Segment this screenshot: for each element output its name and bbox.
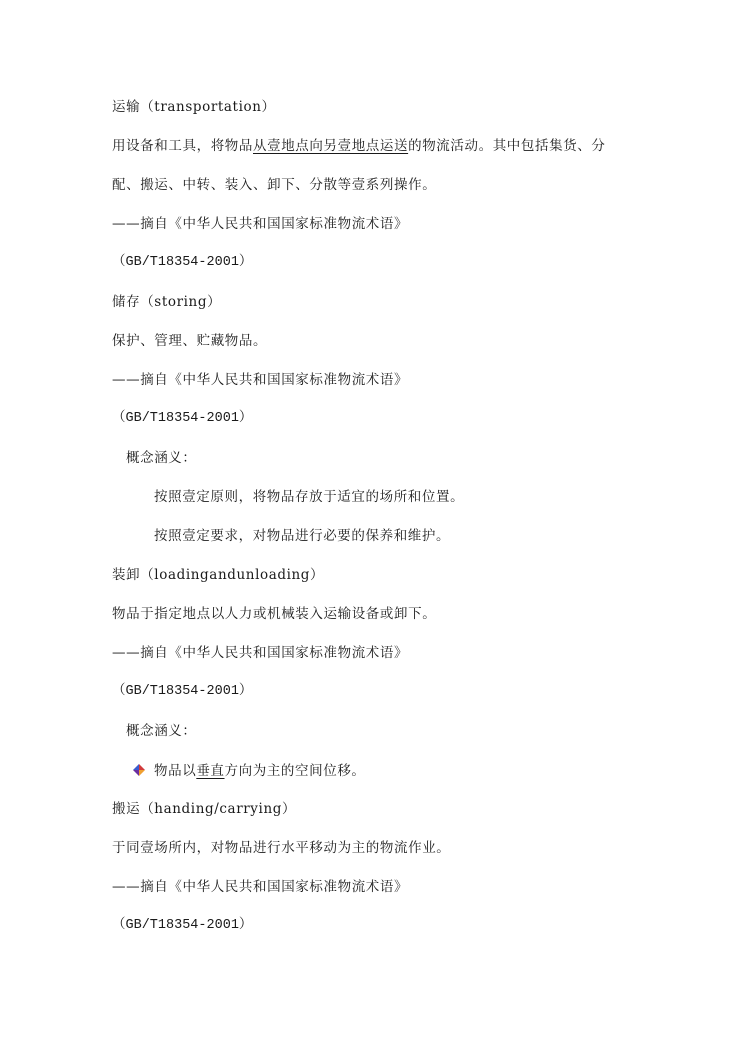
storage-standard-code: （GB/T18354-2001） (112, 411, 253, 426)
transport-source: ——摘自《中华人民共和国国家标准物流术语》 (112, 216, 409, 232)
transport-definition-line1 (112, 137, 606, 155)
handling-definition: 于同壹场所内，对物品进行水平移动为主的物流作业。 (112, 840, 451, 856)
transport-definition-line2: 配、搬运、中转、装入、卸下、分散等壹系列操作。 (112, 177, 437, 193)
loading-bullet-underlined: 垂直 (196, 763, 225, 779)
loading-source: ——摘自《中华人民共和国国家标准物流术语》 (112, 645, 409, 661)
transport-def-underlined: 从壹地点向另壹地点运送 (253, 138, 409, 154)
storage-bullet-2-text: 按照壹定要求，对物品进行必要的保养和维护。 (154, 528, 451, 544)
loading-standard-code: （GB/T18354-2001） (112, 684, 253, 699)
transport-def-post: 的物流活动。其中包括集货、分 (408, 138, 606, 154)
loading-heading: 装卸（loadingandunloading） (112, 567, 325, 583)
diamond-bullet-icon (132, 763, 146, 777)
handling-heading: 搬运（handing/carrying） (112, 801, 297, 817)
handling-standard-code: （GB/T18354-2001） (112, 918, 253, 933)
transport-heading: 运输（transportation） (112, 99, 276, 115)
storage-heading: 储存（storing） (112, 294, 222, 310)
loading-bullet-post: 方向为主的空间位移。 (224, 763, 366, 779)
storage-bullet-1 (132, 488, 464, 506)
transport-def-pre: 用设备和工具，将物品 (112, 138, 253, 154)
loading-bullet (132, 761, 366, 780)
loading-definition: 物品于指定地点以人力或机械装入运输设备或卸下。 (112, 606, 437, 622)
transport-standard-code: （GB/T18354-2001） (112, 255, 253, 270)
loading-concept-label: 概念涵义： (126, 723, 197, 739)
storage-concept-label: 概念涵义： (126, 450, 197, 466)
storage-bullet-1-text: 按照壹定原则，将物品存放于适宜的场所和位置。 (154, 489, 465, 505)
loading-bullet-pre: 物品以 (154, 763, 197, 779)
storage-source: ——摘自《中华人民共和国国家标准物流术语》 (112, 372, 409, 388)
handling-source: ——摘自《中华人民共和国国家标准物流术语》 (112, 879, 409, 895)
storage-bullet-2 (132, 527, 450, 545)
storage-definition: 保护、管理、贮藏物品。 (112, 333, 268, 349)
